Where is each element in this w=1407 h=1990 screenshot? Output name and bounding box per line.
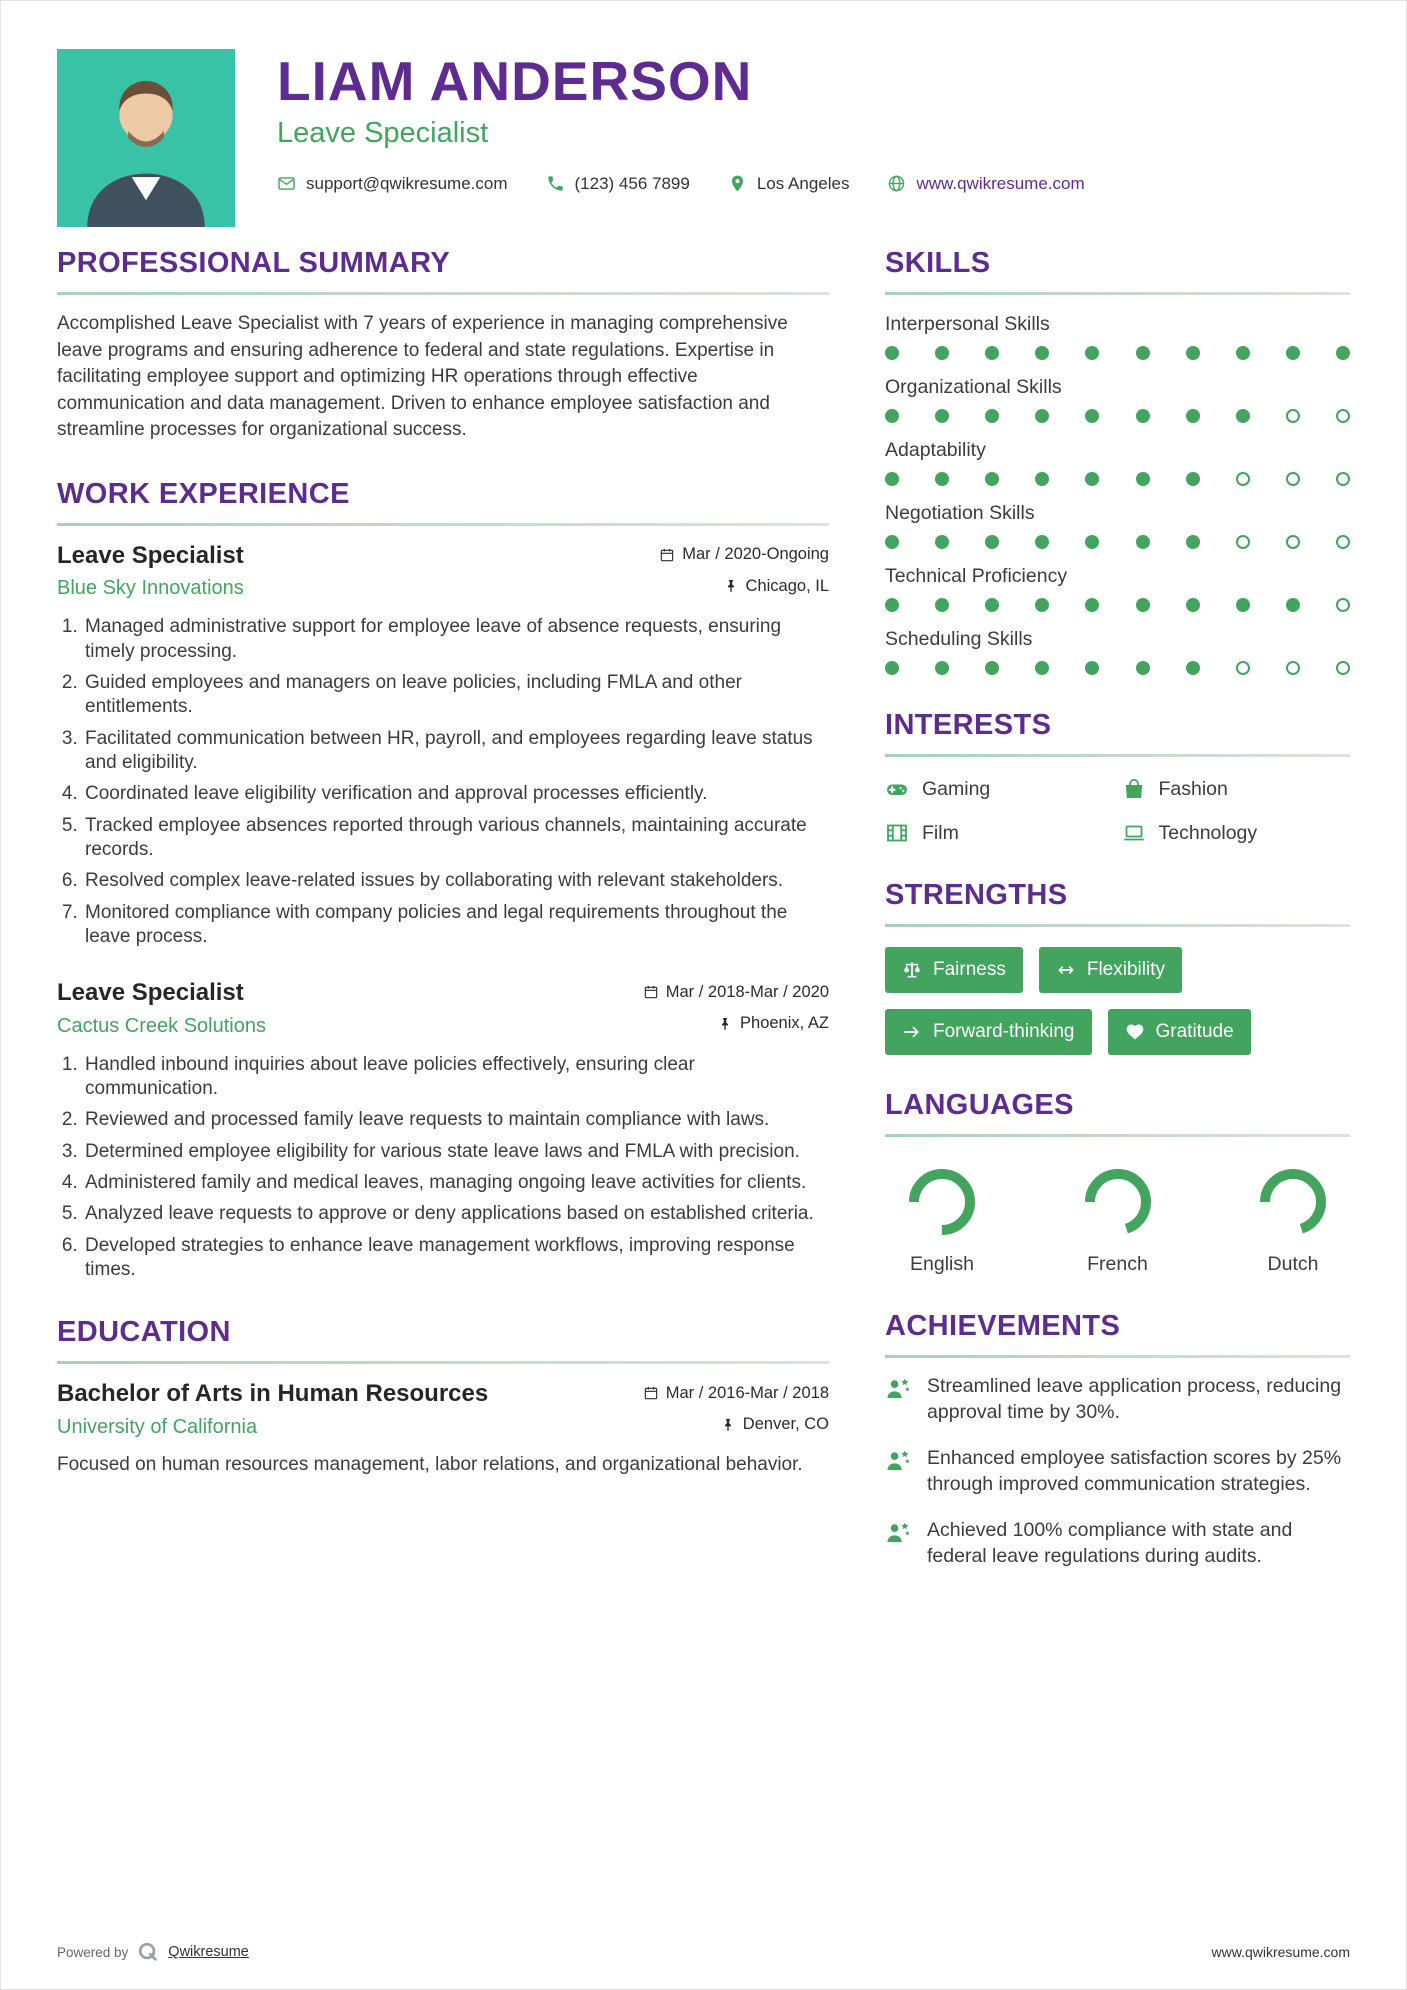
job-location	[723, 577, 829, 596]
skill-dot-filled	[935, 598, 949, 612]
job-subheader	[57, 1014, 829, 1038]
skill-dot-filled	[1136, 661, 1150, 675]
powered-by-text: Powered by	[57, 1944, 129, 1960]
interest-label: Fashion	[1158, 777, 1228, 800]
job-dates-text: Mar / 2020-Ongoing	[682, 545, 829, 564]
skill-row	[885, 502, 1350, 549]
skill-dot-empty	[1236, 472, 1250, 486]
section-skills	[885, 247, 1350, 675]
laptop-icon	[1122, 821, 1146, 845]
right-column	[885, 247, 1350, 1604]
powered-by	[57, 1941, 249, 1963]
job-bullet: 7. Monitored compliance with company policies and legal requirements throughout the leave process.	[83, 901, 829, 950]
achievement-icon	[885, 1375, 912, 1402]
skill-dot-filled	[1085, 346, 1099, 360]
company-name: Blue Sky Innovations	[57, 577, 244, 600]
job-bullet: 1. Managed administrative support for employee leave of absence requests, ensuring timely processing.	[83, 615, 829, 664]
job-title: Leave Specialist	[57, 541, 244, 569]
pushpin-icon	[717, 1016, 733, 1032]
education-dates-text: Mar / 2016-Mar / 2018	[665, 1383, 829, 1402]
skill-dot-filled	[1085, 472, 1099, 486]
skill-dot-filled	[1286, 598, 1300, 612]
email-text[interactable]: support@qwikresume.com	[306, 173, 508, 193]
work-experience-heading: WORK EXPERIENCE	[57, 478, 829, 526]
strength-badge	[885, 1009, 1092, 1055]
education-dates	[643, 1384, 829, 1403]
skill-name: Technical Proficiency	[885, 565, 1068, 587]
job-dates	[643, 983, 829, 1002]
email-icon	[277, 174, 296, 193]
skill-dot-filled	[985, 346, 999, 360]
strength-badge	[885, 947, 1023, 993]
skill-dot-empty	[1236, 535, 1250, 549]
calendar-icon	[643, 1385, 659, 1401]
skill-dot-empty	[1286, 472, 1300, 486]
section-education	[57, 1316, 829, 1478]
skill-dot-empty	[1286, 409, 1300, 423]
education-header	[57, 1380, 829, 1408]
education-subheader	[57, 1415, 829, 1439]
skill-dot-filled	[885, 346, 899, 360]
skill-dot-empty	[1336, 661, 1350, 675]
skill-dot-filled	[1085, 661, 1099, 675]
professional-summary-heading: PROFESSIONAL SUMMARY	[57, 247, 829, 295]
header	[57, 49, 1350, 227]
skill-dot-filled	[885, 472, 899, 486]
language-progress-ring	[1081, 1165, 1155, 1239]
skill-dot-filled	[1035, 346, 1049, 360]
skill-row	[885, 376, 1350, 423]
skill-dot-filled	[885, 409, 899, 423]
skill-dot-filled	[935, 472, 949, 486]
skill-dot-filled	[1136, 409, 1150, 423]
gamepad-icon	[885, 777, 909, 801]
skill-rating	[885, 661, 1350, 675]
strengths-list	[885, 943, 1350, 1055]
school-name: University of California	[57, 1415, 258, 1438]
strength-badge	[1039, 947, 1182, 993]
achievement-text: Achieved 100% compliance with state and federal leave regulations during audits.	[927, 1518, 1293, 1567]
interest-label: Film	[922, 821, 959, 844]
contact-email	[277, 174, 508, 194]
job-bullet: 4. Coordinated leave eligibility verification and approval processes efficiently.	[83, 782, 829, 806]
contact-phone	[546, 174, 690, 194]
skill-dot-filled	[985, 409, 999, 423]
section-professional-summary	[57, 247, 829, 444]
skill-dot-filled	[885, 535, 899, 549]
education-heading: EDUCATION	[57, 1316, 829, 1364]
globe-icon	[887, 174, 906, 193]
job-bullet: 2. Reviewed and processed family leave requests to maintain compliance with laws.	[83, 1108, 829, 1132]
job-entry	[57, 542, 829, 949]
qwikresume-link[interactable]: Qwikresume	[168, 1944, 249, 1960]
skill-rating	[885, 409, 1350, 423]
skill-row	[885, 439, 1350, 486]
achievement-icon	[885, 1519, 912, 1546]
job-subheader	[57, 577, 829, 601]
skill-dot-filled	[1186, 472, 1200, 486]
skill-dot-filled	[935, 535, 949, 549]
skill-dot-filled	[935, 346, 949, 360]
skill-dot-filled	[1035, 535, 1049, 549]
skill-dot-empty	[1286, 535, 1300, 549]
section-strengths	[885, 879, 1350, 1055]
education-location	[720, 1415, 829, 1434]
achievements-list	[885, 1374, 1350, 1570]
interests-heading: INTERESTS	[885, 709, 1350, 757]
strength-label: Forward-thinking	[933, 1021, 1075, 1042]
skill-name: Interpersonal Skills	[885, 313, 1050, 335]
contact-row	[277, 174, 1085, 194]
pushpin-icon	[720, 1417, 736, 1433]
skills-list	[885, 311, 1350, 675]
education-description: Focused on human resources management, labor relations, and organizational behavior.	[57, 1453, 803, 1475]
achievement-text: Enhanced employee satisfaction scores by 25% through improved communication strategies.	[927, 1446, 1342, 1495]
skill-dot-filled	[885, 661, 899, 675]
skill-dot-filled	[1035, 661, 1049, 675]
skill-row	[885, 565, 1350, 612]
location-pin-icon	[728, 174, 747, 193]
calendar-icon	[643, 984, 659, 1000]
section-interests	[885, 709, 1350, 845]
skill-dot-filled	[985, 535, 999, 549]
skill-dot-empty	[1336, 598, 1350, 612]
skill-rating	[885, 346, 1350, 360]
strength-badge	[1108, 1009, 1251, 1055]
language-label: French	[1087, 1253, 1148, 1275]
skill-dot-filled	[1136, 346, 1150, 360]
strengths-heading: STRENGTHS	[885, 879, 1350, 927]
skill-name: Adaptability	[885, 439, 986, 461]
skill-dot-filled	[1136, 472, 1150, 486]
skill-dot-filled	[985, 598, 999, 612]
education-location-text: Denver, CO	[742, 1415, 829, 1434]
languages-heading: LANGUAGES	[885, 1089, 1350, 1137]
job-bullets	[57, 615, 829, 949]
skill-dot-filled	[1186, 346, 1200, 360]
job-bullet: 4. Administered family and medical leaves, managing ongoing leave activities for clients.	[83, 1171, 829, 1195]
skill-dot-filled	[1085, 409, 1099, 423]
job-bullet: 3. Facilitated communication between HR, payroll, and employees regarding leave status and eligibility.	[83, 727, 829, 776]
footer-website: www.qwikresume.com	[1211, 1944, 1350, 1960]
skills-heading: SKILLS	[885, 247, 1350, 295]
job-header	[57, 979, 829, 1007]
skill-dot-filled	[885, 598, 899, 612]
skill-dot-filled	[1186, 598, 1200, 612]
shopping-bag-icon	[1122, 777, 1146, 801]
language-label: English	[910, 1253, 974, 1275]
skill-dot-filled	[1186, 661, 1200, 675]
job-entry	[57, 979, 829, 1282]
job-bullet: 1. Handled inbound inquiries about leave policies effectively, ensuring clear communication.	[83, 1053, 829, 1102]
interest-item	[885, 821, 1114, 845]
skill-dot-filled	[1286, 346, 1300, 360]
job-bullets	[57, 1053, 829, 1283]
candidate-name: LIAM ANDERSON	[277, 50, 753, 112]
interest-label: Technology	[1158, 821, 1258, 844]
language-label: Dutch	[1267, 1253, 1319, 1275]
footer	[57, 1941, 1350, 1963]
job-dates-text: Mar / 2018-Mar / 2020	[665, 982, 829, 1001]
achievement-item	[885, 1374, 1350, 1426]
skill-dot-empty	[1236, 661, 1250, 675]
strength-label: Fairness	[933, 959, 1006, 980]
summary-text: Accomplished Leave Specialist with 7 years of experience in managing comprehensive leave programs and ensuring adherence to federal and state regulations. Expertise in facilitating employee support and optimizing HR operations through effective communication and data management. Driven to enhance employee satisfaction and streamline processes for organizational success.	[57, 313, 788, 441]
skill-dot-filled	[1035, 598, 1049, 612]
skill-dot-filled	[935, 409, 949, 423]
skill-dot-filled	[1186, 409, 1200, 423]
skill-dot-filled	[1236, 598, 1250, 612]
location-text: Los Angeles	[756, 173, 850, 193]
skill-row	[885, 313, 1350, 360]
heart-icon	[1125, 1022, 1145, 1042]
languages-list	[885, 1153, 1350, 1276]
interests-grid	[885, 773, 1350, 845]
job-title: Leave Specialist	[57, 979, 244, 1007]
section-languages	[885, 1089, 1350, 1276]
skill-dot-empty	[1286, 661, 1300, 675]
skill-name: Organizational Skills	[885, 376, 1062, 398]
skill-dot-filled	[1336, 346, 1350, 360]
achievements-heading: ACHIEVEMENTS	[885, 1310, 1350, 1358]
job-location-text: Phoenix, AZ	[740, 1014, 829, 1033]
degree-title: Bachelor of Arts in Human Resources	[57, 1380, 489, 1408]
skill-dot-filled	[1085, 535, 1099, 549]
skill-name: Negotiation Skills	[885, 502, 1035, 524]
skill-dot-empty	[1336, 535, 1350, 549]
skill-dot-filled	[1085, 598, 1099, 612]
language-progress-ring	[1256, 1165, 1330, 1239]
achievement-icon	[885, 1447, 912, 1474]
job-header	[57, 542, 829, 570]
header-info	[277, 49, 1085, 227]
language-item	[905, 1165, 979, 1276]
skill-dot-filled	[985, 661, 999, 675]
contact-location	[728, 174, 850, 194]
language-item	[1081, 1165, 1155, 1276]
skill-dot-filled	[985, 472, 999, 486]
contact-website	[887, 174, 1084, 194]
forward-arrow-icon	[902, 1022, 922, 1042]
achievement-item	[885, 1518, 1350, 1570]
pushpin-icon	[723, 578, 739, 594]
language-progress-ring	[905, 1165, 979, 1239]
strength-label: Gratitude	[1155, 1021, 1234, 1042]
job-bullet: 2. Guided employees and managers on leave policies, including FMLA and other entitlements.	[83, 671, 829, 720]
company-name: Cactus Creek Solutions	[57, 1014, 266, 1037]
calendar-icon	[659, 547, 675, 563]
skill-dot-filled	[1136, 535, 1150, 549]
section-achievements	[885, 1310, 1350, 1570]
skill-rating	[885, 472, 1350, 486]
phone-text[interactable]: (123) 456 7899	[574, 173, 690, 193]
job-bullet: 3. Determined employee eligibility for various state leave laws and FMLA with precision.	[83, 1140, 829, 1164]
content-columns	[57, 247, 1350, 1604]
skill-dot-filled	[1035, 409, 1049, 423]
interest-item	[1122, 777, 1351, 801]
candidate-title: Leave Specialist	[277, 116, 489, 149]
skill-dot-filled	[1136, 598, 1150, 612]
skill-rating	[885, 535, 1350, 549]
avatar	[57, 49, 235, 227]
interest-label: Gaming	[922, 777, 991, 800]
interest-item	[1122, 821, 1351, 845]
phone-icon	[546, 174, 565, 193]
achievement-text: Streamlined leave application process, reducing approval time by 30%.	[927, 1375, 1342, 1423]
skill-dot-filled	[935, 661, 949, 675]
website-text[interactable]: www.qwikresume.com	[916, 173, 1085, 193]
skill-rating	[885, 598, 1350, 612]
job-bullet: 6. Developed strategies to enhance leave management workflows, improving response times.	[83, 1234, 829, 1283]
job-location	[717, 1014, 829, 1033]
skill-dot-filled	[1035, 472, 1049, 486]
education-entry	[57, 1380, 829, 1478]
skill-dot-filled	[1186, 535, 1200, 549]
job-location-text: Chicago, IL	[745, 576, 829, 595]
scales-icon	[902, 960, 922, 980]
skill-dot-empty	[1336, 472, 1350, 486]
job-dates	[659, 545, 829, 564]
skill-dot-filled	[1236, 409, 1250, 423]
skill-dot-empty	[1336, 409, 1350, 423]
job-bullet: 5. Tracked employee absences reported through various channels, maintaining accurate records.	[83, 814, 829, 863]
profile-photo	[57, 49, 235, 227]
left-right-arrow-icon	[1056, 960, 1076, 980]
achievement-item	[885, 1446, 1350, 1498]
section-work-experience	[57, 478, 829, 1282]
interest-item	[885, 777, 1114, 801]
job-bullet: 5. Analyzed leave requests to approve or deny applications based on established criteria.	[83, 1202, 829, 1226]
skill-name: Scheduling Skills	[885, 628, 1033, 650]
qwikresume-logo	[137, 1941, 159, 1963]
job-bullet: 6. Resolved complex leave-related issues by collaborating with relevant stakeholders.	[83, 869, 829, 893]
skill-dot-filled	[1236, 346, 1250, 360]
film-icon	[885, 821, 909, 845]
left-column	[57, 247, 829, 1604]
skill-row	[885, 628, 1350, 675]
strength-label: Flexibility	[1086, 959, 1165, 980]
language-item	[1256, 1165, 1330, 1276]
